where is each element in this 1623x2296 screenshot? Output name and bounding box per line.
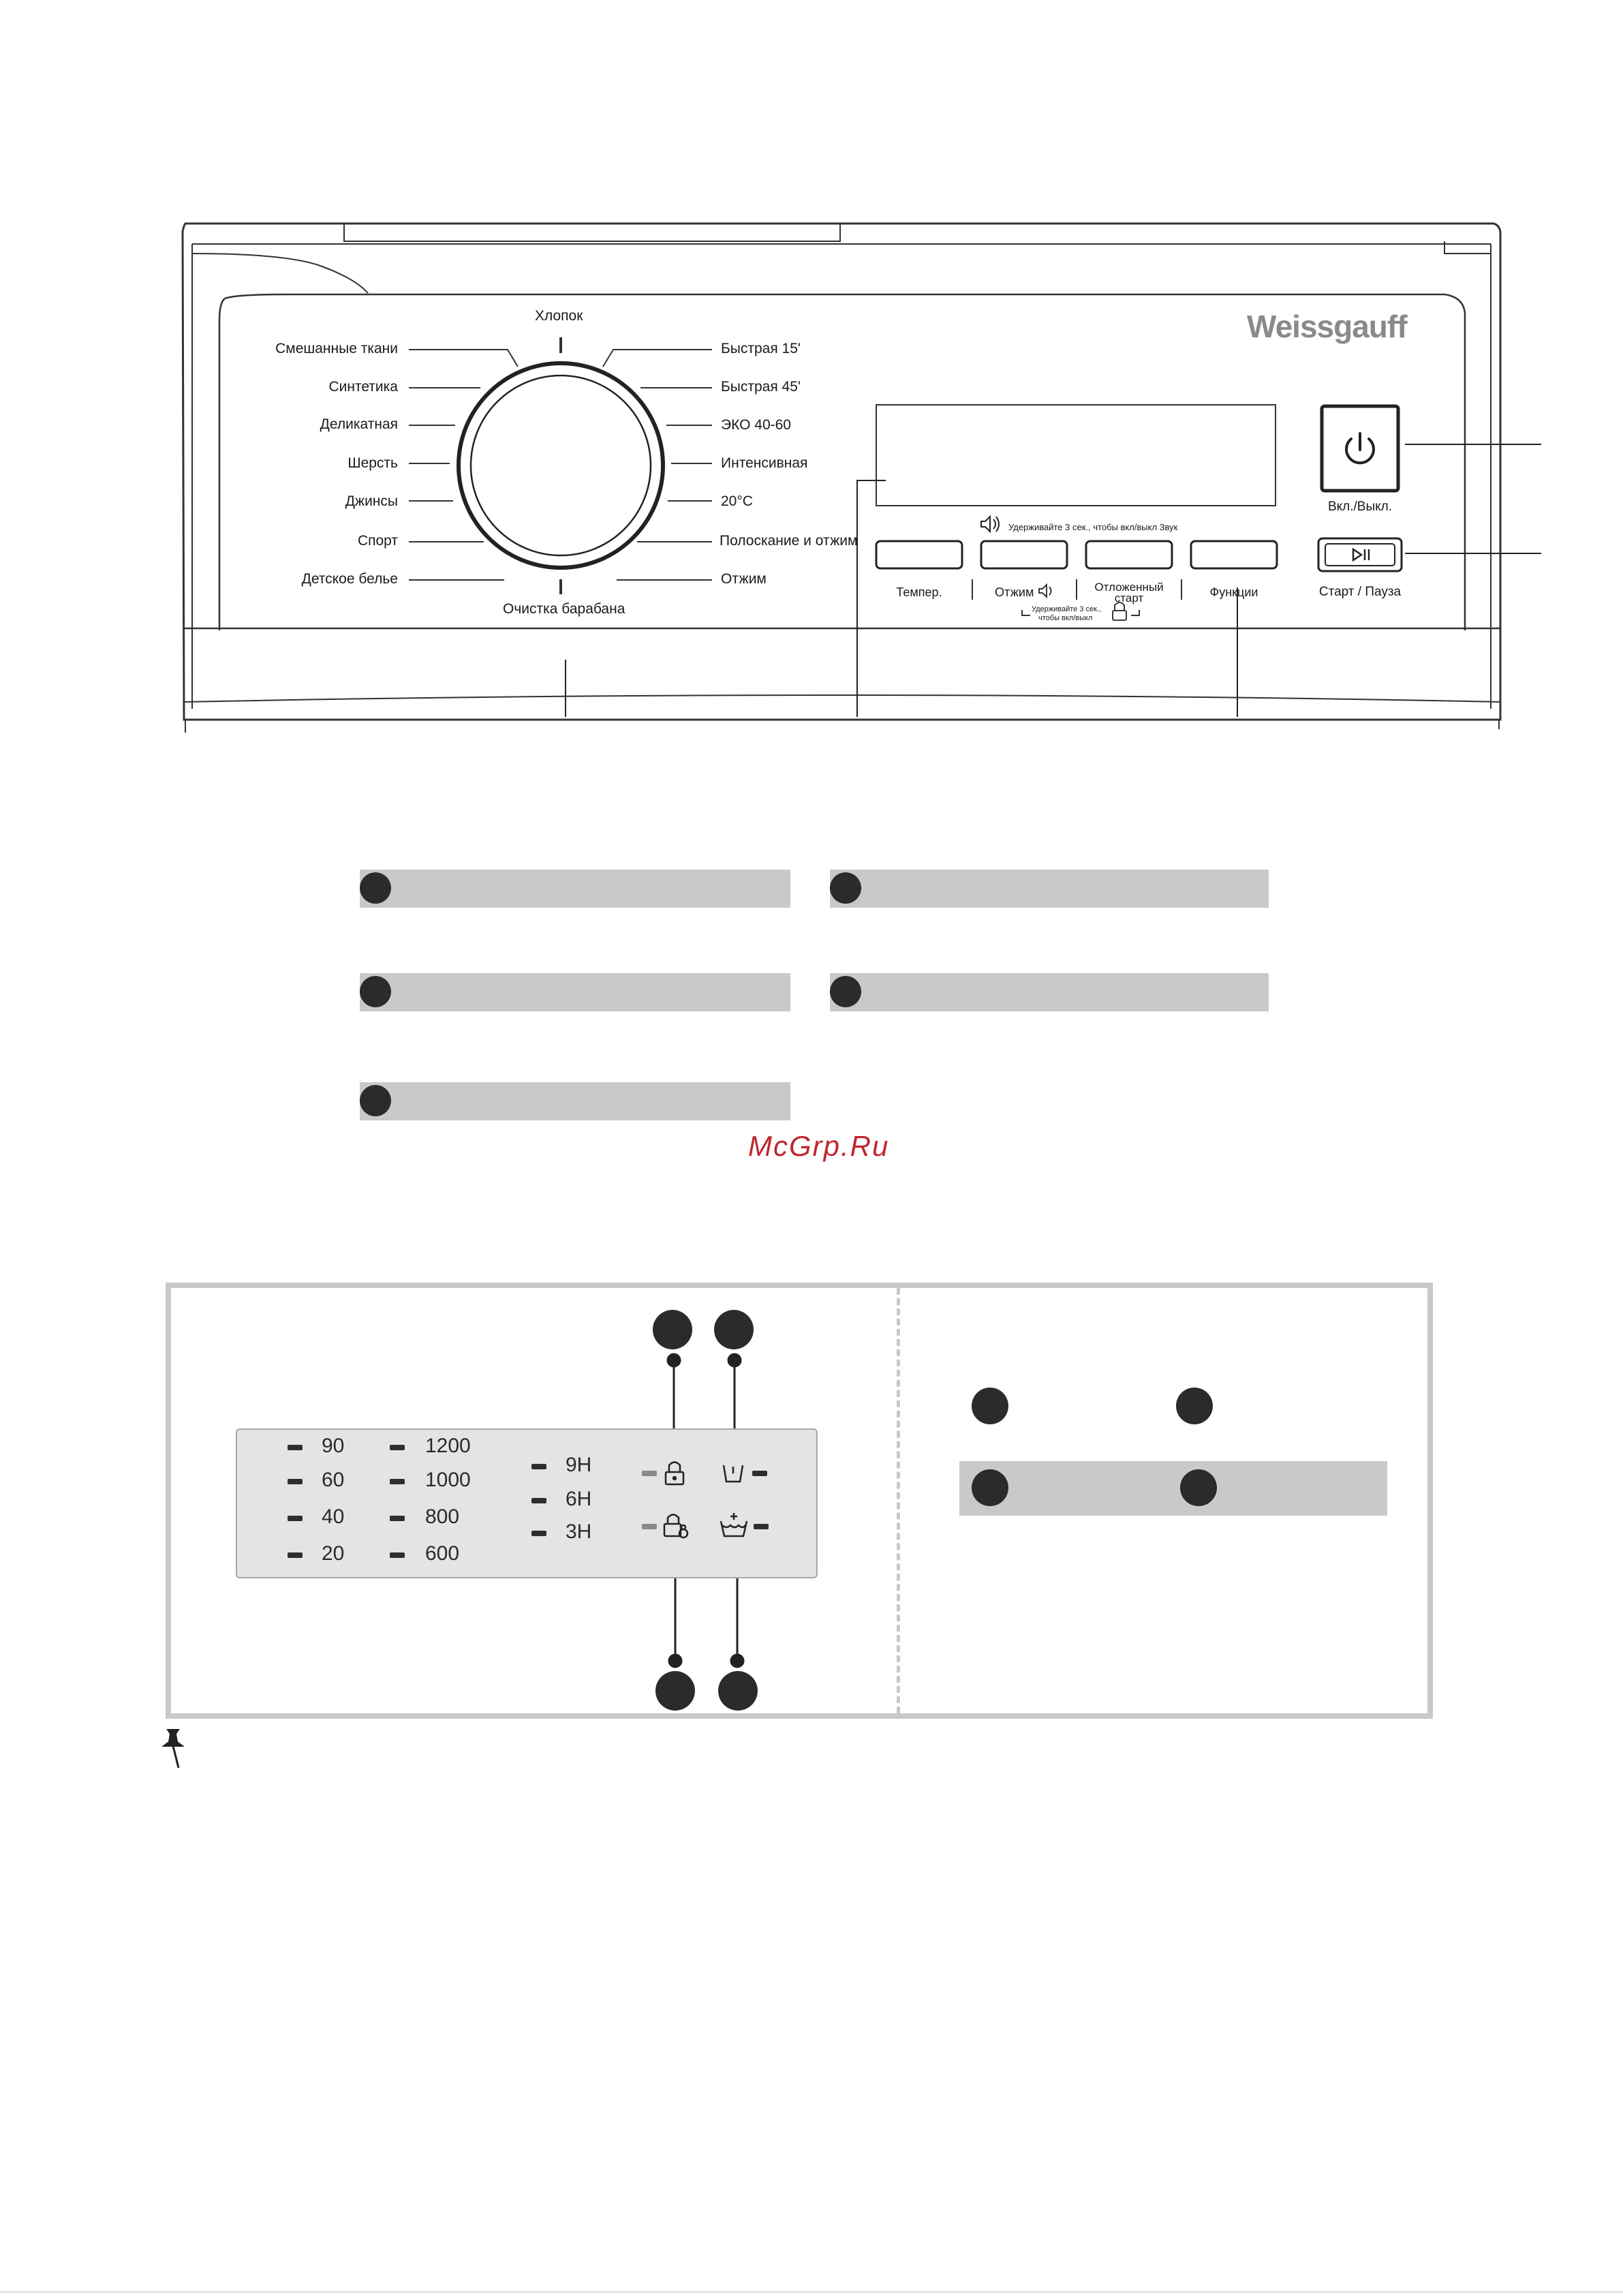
dial-label-quick45: Быстрая 45' — [721, 379, 801, 395]
delay-value: 9H — [566, 1454, 592, 1476]
legend-bar-1 — [360, 870, 790, 908]
temp-value: 60 — [322, 1469, 345, 1491]
callout-dot-r3 — [972, 1469, 1008, 1506]
dial-label-synthetics: Синтетика — [328, 379, 398, 395]
legend-dot-1 — [360, 872, 391, 904]
functions-button-shape — [1191, 541, 1277, 568]
watermark: McGrp.Ru — [748, 1130, 890, 1162]
callout-grey-row — [959, 1461, 1387, 1516]
delay-button-shape — [1086, 541, 1172, 568]
brand-logo: Weissgauff — [1247, 309, 1407, 344]
callout-dot-childlock — [655, 1671, 695, 1711]
spin-indicator — [390, 1552, 405, 1558]
spin-value: 1200 — [425, 1435, 471, 1457]
legend-dot-5 — [360, 1085, 391, 1116]
legend-dot-2 — [830, 872, 861, 904]
callout-dot-lock — [653, 1310, 692, 1349]
dial-label-wool: Шерсть — [347, 455, 398, 471]
callout-dot-rinse — [718, 1671, 758, 1711]
legend-bar-3 — [360, 973, 790, 1011]
pushpin-icon — [158, 1727, 189, 1771]
program-dial — [459, 363, 663, 568]
child-lock-icon — [661, 1510, 691, 1542]
door-lock-indicator — [642, 1471, 657, 1476]
speaker-icon — [981, 517, 999, 532]
legend-bar-2 — [830, 870, 1269, 908]
spin-indicator — [390, 1479, 405, 1484]
functions-button-label[interactable]: Функции — [1209, 585, 1258, 599]
frame-divider — [897, 1288, 900, 1713]
play-pause-icon — [1353, 549, 1369, 560]
dial-label-delicate: Деликатная — [320, 416, 398, 432]
delay-button-label-2[interactable]: старт — [1114, 592, 1144, 604]
legend-bar-4 — [830, 973, 1269, 1011]
temp-button-shape — [876, 541, 962, 568]
dial-label-eco: ЭКО 40-60 — [721, 417, 791, 433]
delay-value: 3H — [566, 1520, 592, 1543]
lock-hint-2: чтобы вкл/выкл — [1038, 614, 1093, 622]
delay-indicator — [531, 1498, 546, 1503]
power-icon — [1346, 433, 1374, 463]
legend-dot-3 — [360, 976, 391, 1007]
dial-label-jeans: Джинсы — [345, 493, 398, 509]
extra-rinse-indicator — [754, 1524, 769, 1529]
legend-bar-5 — [360, 1082, 790, 1120]
temp-indicator — [288, 1479, 303, 1484]
spin-value: 800 — [425, 1505, 460, 1528]
delay-value: 6H — [566, 1488, 592, 1510]
extra-rinse-icon — [718, 1512, 749, 1540]
sound-hint: Удерживайте 3 сек., чтобы вкл/выкл Звук — [1008, 522, 1178, 532]
dial-label-sport: Спорт — [357, 533, 398, 549]
prewash-indicator — [752, 1471, 767, 1476]
temp-indicator — [288, 1516, 303, 1521]
delay-indicator — [531, 1531, 546, 1536]
spin-indicator — [390, 1445, 405, 1450]
dial-label-cotton: Хлопок — [535, 308, 583, 324]
temp-value: 20 — [322, 1542, 345, 1565]
power-button-label[interactable]: Вкл./Выкл. — [1327, 500, 1393, 514]
delay-button-label-1[interactable]: Отложенный — [1094, 581, 1164, 594]
callout-dot-prewash — [714, 1310, 754, 1349]
spin-value: 1000 — [425, 1469, 471, 1491]
callout-dot-r2 — [1176, 1388, 1213, 1424]
spin-value: 600 — [425, 1542, 460, 1565]
temp-indicator — [288, 1445, 303, 1450]
page-bottom-edge — [0, 2291, 1623, 2293]
control-panel-drawing — [0, 0, 1623, 750]
spin-button-label[interactable]: Отжим — [995, 585, 1034, 599]
temp-button-label[interactable]: Темпер. — [896, 585, 942, 599]
dial-label-quick15: Быстрая 15' — [721, 341, 801, 356]
lock-hint-1: Удерживайте 3 сек., — [1032, 605, 1102, 613]
basin-icon — [720, 1460, 747, 1487]
callout-dot-r4 — [1180, 1469, 1217, 1506]
dial-label-baby: Детское белье — [301, 571, 398, 587]
dial-label-20c: 20°C — [721, 493, 753, 509]
start-pause-label[interactable]: Старт / Пауза — [1318, 585, 1402, 599]
dial-label-spin: Отжим — [721, 571, 767, 587]
delay-indicator — [531, 1464, 546, 1469]
dial-label-drum-clean: Очистка барабана — [503, 601, 625, 617]
dial-label-mixed: Смешанные ткани — [275, 341, 398, 356]
temp-value: 90 — [322, 1435, 345, 1457]
temp-indicator — [288, 1552, 303, 1558]
spin-indicator — [390, 1516, 405, 1521]
legend-dot-4 — [830, 976, 861, 1007]
callout-dot-r1 — [972, 1388, 1008, 1424]
temp-value: 40 — [322, 1505, 345, 1528]
spin-button-shape — [981, 541, 1067, 568]
child-lock-icon-small — [1113, 602, 1126, 620]
child-lock-indicator — [642, 1524, 657, 1529]
padlock-icon — [661, 1458, 688, 1488]
dial-label-rinse-spin: Полоскание и отжим — [720, 533, 858, 549]
dial-label-intensive: Интенсивная — [721, 455, 808, 471]
lcd-window — [876, 405, 1276, 506]
